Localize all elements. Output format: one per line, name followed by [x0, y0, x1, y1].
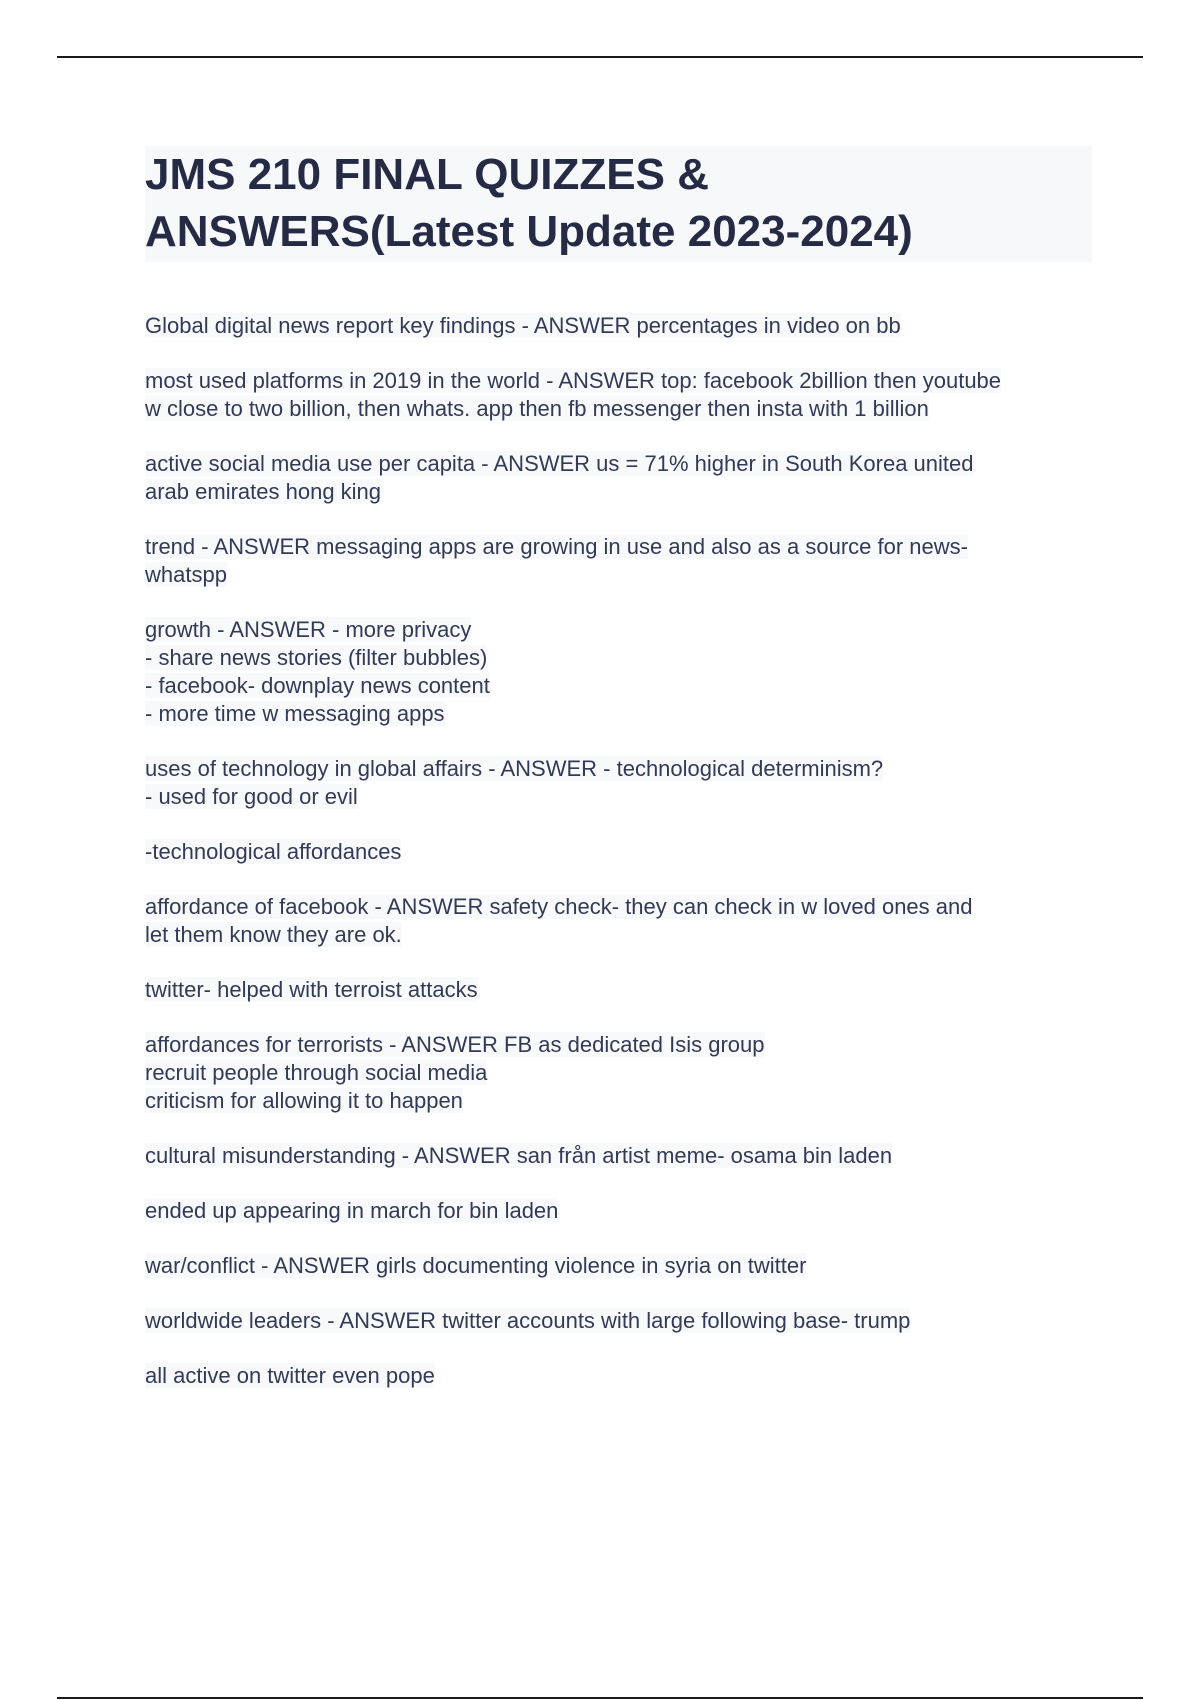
qa-line: worldwide leaders - ANSWER twitter accounts with large following base- trump [145, 1308, 911, 1333]
qa-line: whatspp [145, 562, 227, 587]
qa-line: cultural misunderstanding - ANSWER san från artist meme- osama bin laden [145, 1143, 893, 1168]
qa-entry [145, 1252, 1095, 1280]
title-line-1: JMS 210 FINAL QUIZZES & [145, 150, 709, 199]
qa-line: criticism for allowing it to happen [145, 1088, 463, 1113]
qa-line: - more time w messaging apps [145, 701, 445, 726]
page-title [145, 146, 1092, 262]
qa-entry [145, 1142, 1095, 1170]
top-rule [57, 56, 1143, 58]
qa-line: -technological affordances [145, 839, 402, 864]
qa-line: let them know they are ok. [145, 922, 402, 947]
qa-entry [145, 450, 1095, 506]
qa-entry [145, 1197, 1095, 1225]
qa-line: ended up appearing in march for bin laden [145, 1198, 559, 1223]
qa-line: affordances for terrorists - ANSWER FB as dedicated Isis group [145, 1032, 765, 1057]
qa-line: most used platforms in 2019 in the world - ANSWER top: facebook 2billion then youtube [145, 368, 1002, 393]
qa-line: growth - ANSWER - more privacy [145, 617, 472, 642]
qa-line: arab emirates hong king [145, 479, 382, 504]
qa-entry [145, 616, 1095, 728]
qa-line: recruit people through social media [145, 1060, 488, 1085]
qa-entry [145, 1362, 1095, 1390]
qa-line: uses of technology in global affairs - ANSWER - technological determinism? [145, 756, 884, 781]
qa-entry [145, 1307, 1095, 1335]
qa-line: Global digital news report key findings - ANSWER percentages in video on bb [145, 313, 901, 338]
title-line-2: ANSWERS(Latest Update 2023-2024) [145, 207, 913, 256]
qa-line: - facebook- downplay news content [145, 673, 490, 698]
qa-line: - used for good or evil [145, 784, 358, 809]
qa-entry [145, 312, 1095, 340]
qa-entry [145, 893, 1095, 949]
qa-line: trend - ANSWER messaging apps are growing in use and also as a source for news- [145, 534, 968, 559]
qa-line: twitter- helped with terroist attacks [145, 977, 478, 1002]
qa-line: affordance of facebook - ANSWER safety check- they can check in w loved ones and [145, 894, 973, 919]
qa-entry [145, 976, 1095, 1004]
qa-entry [145, 533, 1095, 589]
qa-entry [145, 367, 1095, 423]
qa-entry [145, 755, 1095, 811]
qa-line: - share news stories (filter bubbles) [145, 645, 488, 670]
qa-line: war/conflict - ANSWER girls documenting violence in syria on twitter [145, 1253, 807, 1278]
qa-entry [145, 838, 1095, 866]
qa-entry [145, 1031, 1095, 1115]
qa-line: w close to two billion, then whats. app then fb messenger then insta with 1 billion [145, 396, 929, 421]
qa-list [145, 312, 1095, 1417]
qa-line: active social media use per capita - ANSWER us = 71% higher in South Korea united [145, 451, 974, 476]
bottom-rule [57, 1697, 1143, 1699]
qa-line: all active on twitter even pope [145, 1363, 435, 1388]
